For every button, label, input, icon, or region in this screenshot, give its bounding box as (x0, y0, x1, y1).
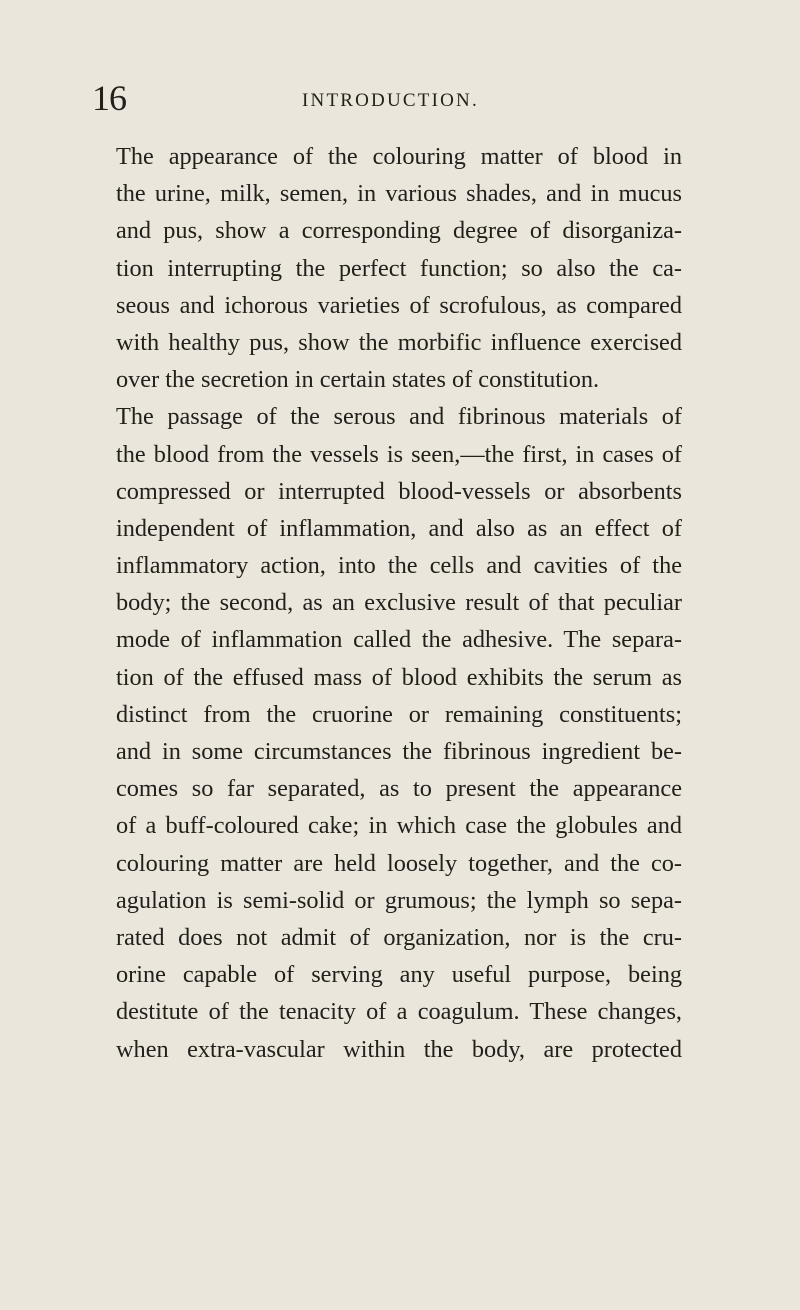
text-line: of a buff-coloured cake; in which case the globules and (116, 812, 682, 840)
text-line: The passage of the serous and fibrinous materials of (116, 403, 682, 431)
text-line: agulation is semi-solid or grumous; the lymph so sepa- (116, 886, 682, 914)
text-line: when extra-vascular within the body, are protected (116, 1035, 682, 1063)
text-line: tion of the effused mass of blood exhibits the serum as (116, 663, 682, 691)
text-line: seous and ichorous varieties of scrofulous, as compared (116, 291, 682, 319)
text-line: The appearance of the colouring matter of blood in (116, 143, 682, 170)
text-line: independent of inflammation, and also as an effect of (116, 514, 682, 542)
body-text (116, 138, 682, 1068)
text-line: the blood from the vessels is seen,—the first, in cases of (116, 440, 682, 468)
text-line: rated does not admit of organization, nor is the cru- (116, 923, 682, 951)
text-line: over the secretion in certain states of constitution. (116, 366, 600, 394)
page-number: 16 (92, 78, 126, 118)
text-line: mode of inflammation called the adhesive. The separa- (116, 626, 682, 654)
text-line: and pus, show a corresponding degree of disorganiza- (116, 217, 682, 245)
text-line: compressed or interrupted blood-vessels or absorbents (116, 477, 682, 505)
text-line: the urine, milk, semen, in various shades, and in mucus (116, 180, 682, 208)
page-header (92, 78, 682, 118)
text-line: with healthy pus, show the morbific influence exercised (116, 328, 682, 356)
text-line: comes so far separated, as to present the appearance (116, 775, 682, 803)
text-line: destitute of the tenacity of a coagulum. These changes, (116, 998, 682, 1026)
text-line: inflammatory action, into the cells and cavities of the (116, 552, 682, 580)
text-line: and in some circumstances the fibrinous ingredient be- (116, 738, 682, 765)
running-head: INTRODUCTION. (302, 90, 479, 111)
text-line: distinct from the cruorine or remaining constituents; (116, 700, 682, 728)
text-line: colouring matter are held loosely together, and the co- (116, 849, 682, 877)
text-line: tion interrupting the perfect function; so also the ca- (116, 254, 682, 282)
text-line: orine capable of serving any useful purpose, being (116, 961, 682, 989)
text-line: body; the second, as an exclusive result of that peculiar (116, 589, 682, 617)
